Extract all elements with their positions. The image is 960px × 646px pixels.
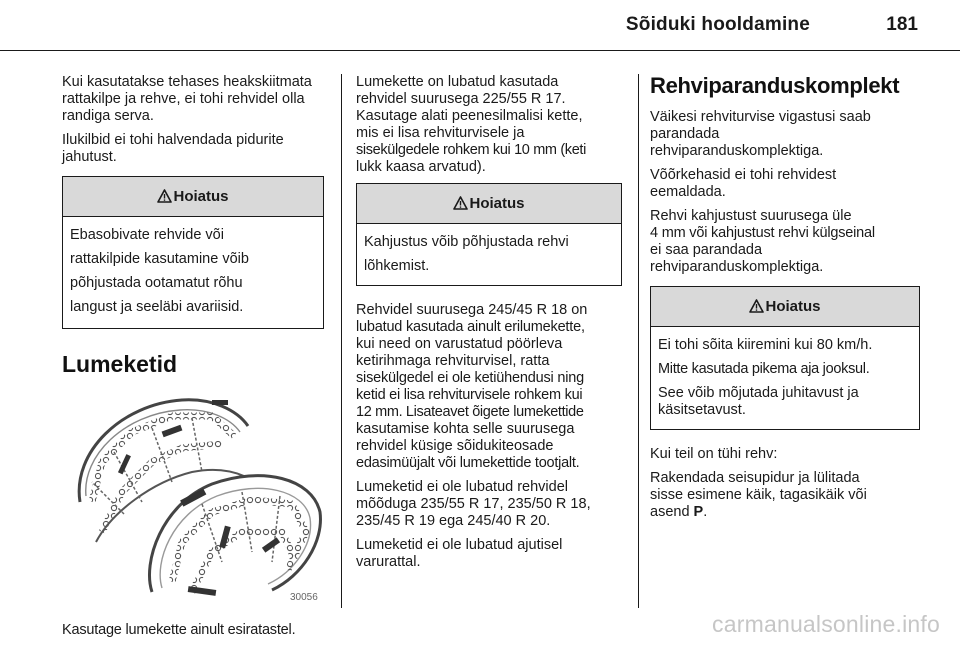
warning-line: rattakilpide kasutamine võib <box>70 251 249 267</box>
text-line: rehvidel suurusega 225/55 R 17. <box>356 91 566 107</box>
text-line: kasutamise kohta selle suurusega <box>356 421 575 437</box>
warning-paragraph: Mitte kasutada pikema aja jooksul. <box>658 361 870 377</box>
warning-line: põhjustada ootamatut rõhu <box>70 275 243 291</box>
text-line: sisekülgedel ei ole ketiühendusi ning <box>356 370 584 386</box>
paragraph-spare-wheel <box>356 537 622 571</box>
text-line: eemaldada. <box>650 184 726 200</box>
warning-box-speed <box>650 286 920 430</box>
text-line: lukk kaasa arvatud). <box>356 159 486 175</box>
paragraph-large-damage <box>650 208 920 276</box>
text-line: ei saa parandada <box>650 242 763 258</box>
text-line: mõõduga 235/55 R 17, 235/50 R 18, <box>356 496 591 512</box>
text-line: Rakendada seisupidur ja lülitada <box>650 470 860 486</box>
column-divider-1 <box>341 74 342 608</box>
section-heading-tyre-repair-kit: Rehviparanduskomplekt <box>650 73 900 98</box>
section-heading-snow-chains: Lumeketid <box>62 351 178 377</box>
text-line: parandada <box>650 126 720 142</box>
text-line: Väikesi rehviturvise vigastusi saab <box>650 109 871 125</box>
text-line: ketid ei lisa rehviturvisele rohkem kui <box>356 387 583 403</box>
paragraph-foreign-objects <box>650 167 920 201</box>
warning-header <box>357 184 621 224</box>
text-line: kui need on varustatud pöörleva <box>356 336 563 352</box>
warning-box-chains <box>356 183 622 286</box>
snow-chain-right <box>150 476 321 596</box>
text-line: Lumeketid ei ole lubatud rehvidel <box>356 479 568 495</box>
text-line: 235/45 R 19 ega 245/40 R 20. <box>356 513 551 529</box>
text-fragment: asend <box>650 504 694 520</box>
paragraph-allowed-sizes <box>356 74 622 176</box>
paragraph-special-chains <box>356 302 622 472</box>
warning-triangle-icon <box>157 188 173 205</box>
warning-triangle-icon <box>749 298 765 315</box>
intro-paragraph-1: Kui kasutatakse tehases heakskiitmata rattakilpe ja rehve, ei tohi rehvidel olla randiga serva. <box>62 74 312 124</box>
text-line: rehviparanduskomplektiga. <box>650 259 824 275</box>
column-divider-2 <box>638 74 639 608</box>
warning-title: Hoiatus <box>765 298 821 315</box>
intro-paragraph-2: Ilukilbid ei tohi halvendada pidurite jahutust. <box>62 132 284 165</box>
text-line <box>650 504 920 521</box>
warning-line: lõhkemist. <box>364 258 430 274</box>
text-line: Võõrkehasid ei tohi rehvidest <box>650 167 837 183</box>
text-line: sisekülgedele rohkem kui 10 mm (keti <box>356 142 586 158</box>
page-header-title: Sõiduki hooldamine <box>625 14 810 35</box>
text-line: sisse esimene käik, tagasikäik või <box>650 487 867 503</box>
warning-title: Hoiatus <box>469 195 525 212</box>
figure-number: 30056 <box>290 592 318 603</box>
warning-header <box>651 287 919 327</box>
text-line: 4 mm või kahjustust rehvi külgseinal <box>650 225 875 241</box>
text-line: rehvidel küsige sõidukiteosade <box>356 438 554 454</box>
text-line: varurattal. <box>356 554 421 570</box>
paragraph-parking-brake <box>650 470 920 521</box>
warning-line: Ebasobivate rehvide või <box>70 227 224 243</box>
text-line: edasimüüjalt või lumekettide tootjalt. <box>356 455 580 471</box>
warning-paragraph: See võib mõjutada juhitavust ja käsitsetavust. <box>658 385 859 418</box>
text-line: lubatud kasutada ainult erilumekette, <box>356 319 585 335</box>
snow-chain-left <box>79 400 248 542</box>
figure-caption: Kasutage lumekette ainult esiratastel. <box>62 622 296 638</box>
paragraph-small-damage <box>650 109 920 160</box>
column-3 <box>650 74 920 521</box>
text-line: Rehvidel suurusega 245/45 R 18 on <box>356 302 588 318</box>
text-line: Kasutage alati peenesilmalisi kette, <box>356 108 583 124</box>
warning-box-tyres <box>62 176 324 329</box>
warning-line: Kahjustus võib põhjustada rehvi <box>364 234 569 250</box>
header-divider <box>0 50 960 51</box>
text-line: mis ei lisa rehviturvisele ja <box>356 125 525 141</box>
warning-line: langust ja seeläbi avariisid. <box>70 299 244 315</box>
column-1 <box>62 74 324 646</box>
snow-chains-illustration <box>62 392 324 608</box>
text-line: Lumekette on lubatud kasutada <box>356 74 559 90</box>
warning-title: Hoiatus <box>173 188 229 205</box>
text-line: ketirihmaga rehviturvisel, ratta <box>356 353 550 369</box>
watermark: carmanualsonline.info <box>712 611 940 637</box>
warning-triangle-icon <box>453 195 469 212</box>
paragraph-flat-tyre: Kui teil on tühi rehv: <box>650 446 778 462</box>
text-line: Rehvi kahjustust suurusega üle <box>650 208 852 224</box>
warning-paragraph: Ei tohi sõita kiiremini kui 80 km/h. <box>658 337 873 353</box>
column-2 <box>356 74 622 571</box>
page-number: 181 <box>886 14 918 35</box>
text-line: Lumeketid ei ole lubatud ajutisel <box>356 537 563 553</box>
text-fragment: . <box>703 504 708 520</box>
text-line: 12 mm. Lisateavet õigete lumekettide <box>356 404 584 420</box>
paragraph-not-allowed-sizes <box>356 479 622 530</box>
text-line: rehviparanduskomplektiga. <box>650 143 824 159</box>
gear-position-p: P <box>693 504 704 520</box>
warning-header <box>63 177 323 217</box>
